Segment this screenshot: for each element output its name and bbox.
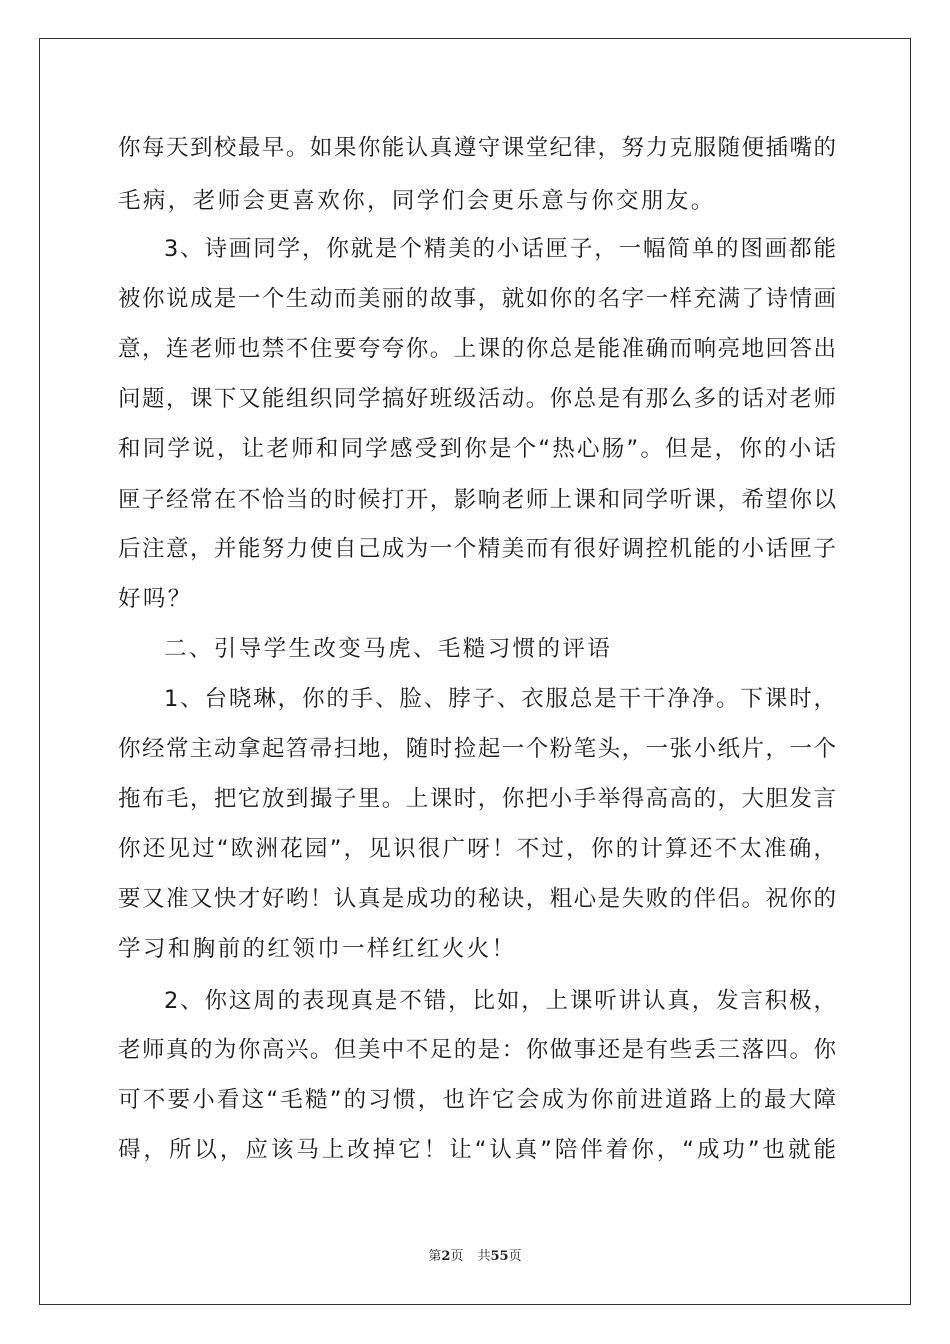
text-line: 拖布毛，把它放到撮子里。上课时，你把小手举得高高的，大胆发言 xyxy=(118,786,836,812)
text-line: 你经常主动拿起笤帚扫地，随时捡起一个粉笔头，一张小纸片，一个 xyxy=(118,736,836,762)
text-line: 老师真的为你高兴。但美中不足的是：你做事还是有些丢三落四。你 xyxy=(118,1037,836,1063)
paragraph-2-line: 2、你这周的表现真是不错，比如，上课听讲认真，发言积极， xyxy=(164,988,836,1014)
text-line: 和同学说，让老师和同学感受到你是个“热心肠”。但是，你的小话 xyxy=(118,436,836,462)
total-prefix: 共 xyxy=(477,1249,491,1264)
text-line: 要又准又快才好哟！认真是成功的秘诀，粗心是失败的伴侣。祝你的 xyxy=(118,886,836,912)
text-line: 你还见过“欧洲花园”，见识很广呀！不过，你的计算还不太准确， xyxy=(118,836,836,862)
paragraph-3-line: 3、诗画同学，你就是个精美的小话匣子，一幅简单的图画都能 xyxy=(164,236,836,262)
total-page-count: 55 xyxy=(490,1249,509,1264)
page-footer xyxy=(0,1248,950,1266)
page-prefix: 第 xyxy=(428,1249,442,1264)
paragraph-1-line: 1、台晓琳，你的手、脸、脖子、衣服总是干干净净。下课时， xyxy=(164,686,836,712)
text-line: 你每天到校最早。如果你能认真遵守课堂纪律，努力克服随便插嘴的 xyxy=(118,135,836,161)
text-line: 毛病，老师会更喜欢你，同学们会更乐意与你交朋友。 xyxy=(118,188,716,214)
text-line: 匣子经常在不恰当的时候打开，影响老师上课和同学听课，希望你以 xyxy=(118,487,836,513)
text-line: 问题，课下又能组织同学搞好班级活动。你总是有那么多的话对老师 xyxy=(118,386,836,412)
page-unit: 页 xyxy=(450,1249,464,1264)
text-line: 意，连老师也禁不住要夸夸你。上课的你总是能准确而响亮地回答出 xyxy=(118,336,836,362)
text-line: 碍，所以，应该马上改掉它！让“认真”陪伴着你，“成功”也就能 xyxy=(118,1137,836,1163)
text-line: 学习和胸前的红领巾一样红红火火！ xyxy=(118,936,517,962)
total-unit: 页 xyxy=(508,1249,522,1264)
text-line: 好吗？ xyxy=(118,586,193,612)
current-page-number: 2 xyxy=(441,1249,451,1264)
text-line: 可不要小看这“毛糙”的习惯，也许它会成为你前进道路上的最大障 xyxy=(118,1087,836,1113)
section-heading: 二、引导学生改变马虎、毛糙习惯的评语 xyxy=(164,636,613,662)
text-line: 后注意，并能努力使自己成为一个精美而有很好调控机能的小话匣子 xyxy=(118,536,836,562)
text-line: 被你说成是一个生动而美丽的故事，就如你的名字一样充满了诗情画 xyxy=(118,286,836,312)
